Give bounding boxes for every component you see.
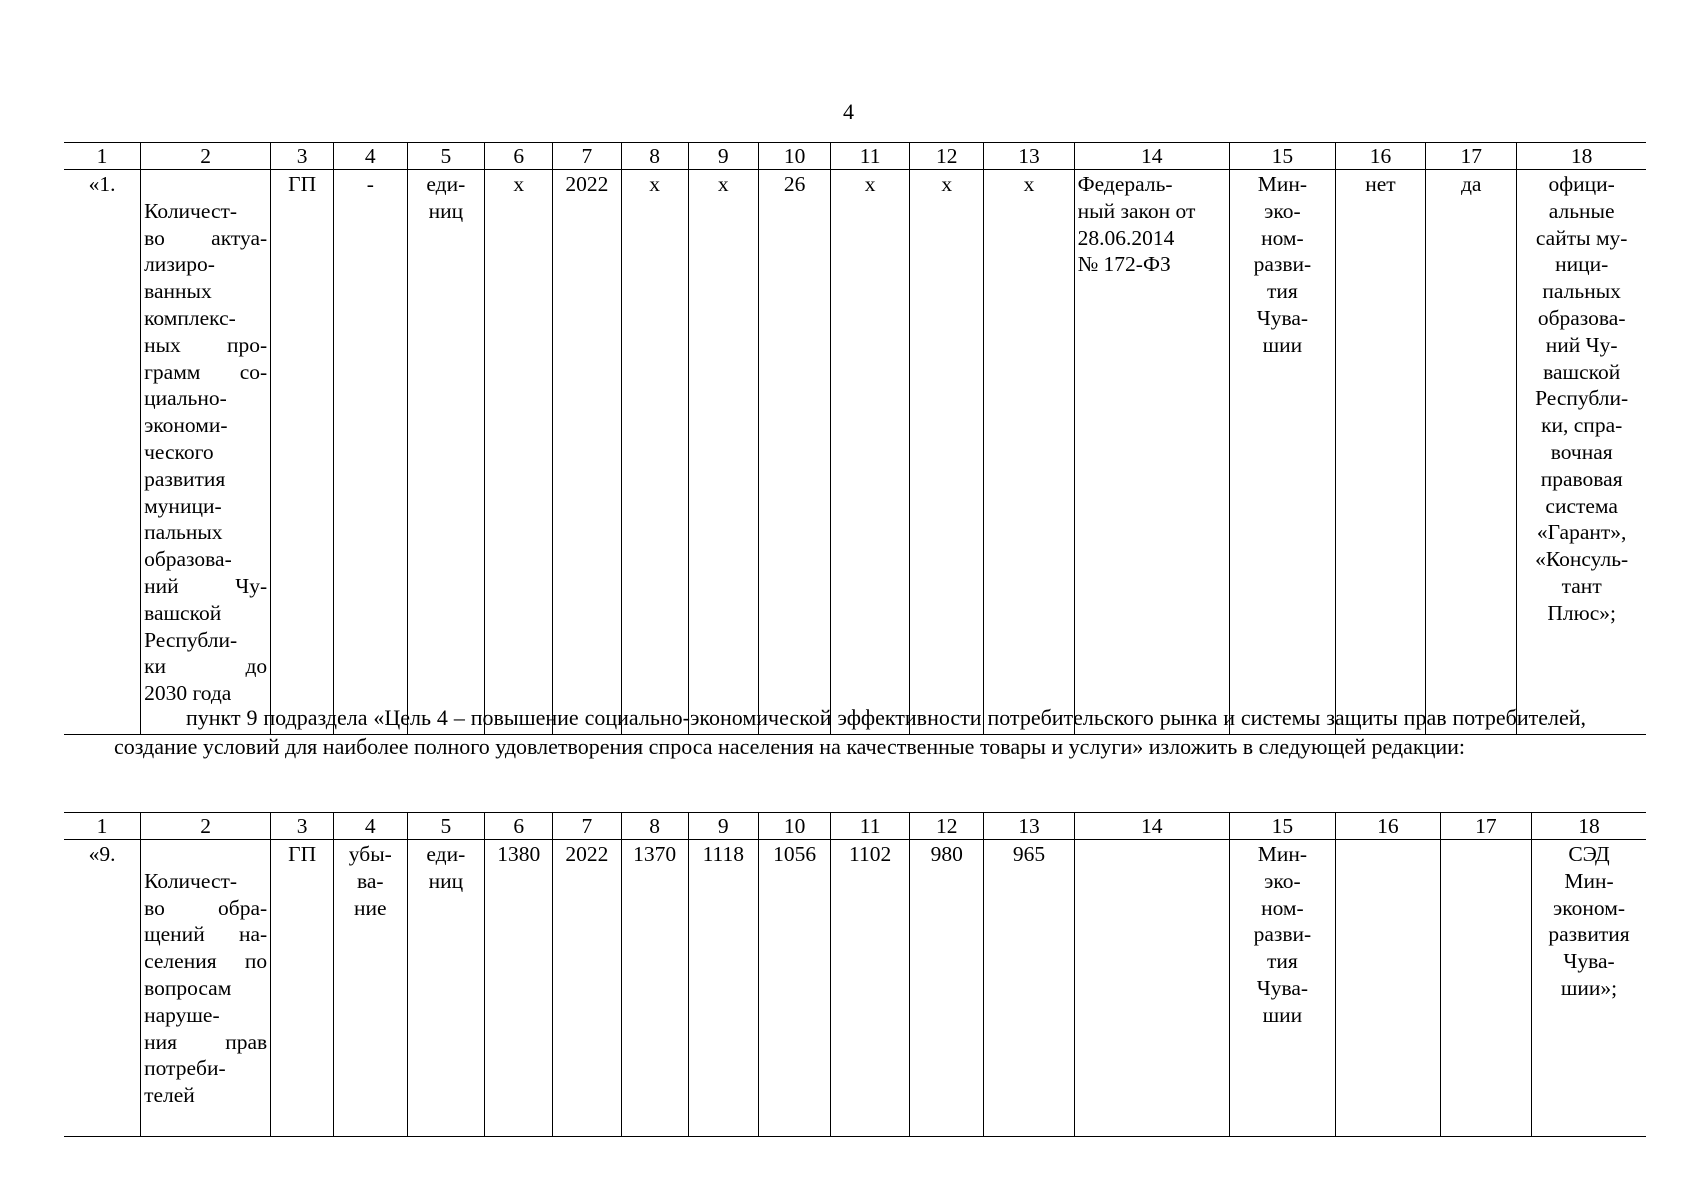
table1-col-header: 1 <box>64 143 141 170</box>
value-cell: 1118 <box>688 840 758 1137</box>
flag-cell: да <box>1426 170 1517 735</box>
table2-col-header: 3 <box>271 813 334 840</box>
indicator-name-line: комплекс- <box>144 305 236 330</box>
indicator-name-line: во обра- <box>144 895 268 920</box>
table2-col-header: 4 <box>334 813 407 840</box>
indicator-name-line: ванных <box>144 279 212 304</box>
table2-col-header: 16 <box>1335 813 1440 840</box>
table-row <box>64 170 1646 735</box>
responsible-body: Мин- эко- ном- разви- тия Чува- шии <box>1229 840 1335 1137</box>
value-cell: 1102 <box>831 840 910 1137</box>
indicator-name-line: экономи- <box>144 413 228 438</box>
legal-basis: Федераль- ный закон от 28.06.2014 № 172-ФЗ <box>1074 170 1229 735</box>
table1-col-header: 6 <box>485 143 553 170</box>
base-year: 2022 <box>553 170 621 735</box>
table2-header-row <box>64 813 1646 840</box>
value-cell: 1056 <box>758 840 830 1137</box>
value-cell: х <box>831 170 910 735</box>
item-number: «1. <box>64 170 141 735</box>
flag-cell: нет <box>1335 170 1425 735</box>
indicator-name-line: вашской <box>144 600 222 625</box>
program-code: ГП <box>271 840 334 1137</box>
indicator-name-line: телей <box>144 1083 195 1108</box>
page-number: 4 <box>843 99 854 124</box>
indicator-name-line: ческого <box>144 439 214 464</box>
table1-col-header: 8 <box>621 143 688 170</box>
table2-col-header: 5 <box>407 813 485 840</box>
indicator-name-line: Количест- <box>144 198 238 223</box>
table2-col-header: 2 <box>141 813 271 840</box>
indicator-name-line: грамм со- <box>144 359 268 384</box>
value-cell: х <box>984 170 1074 735</box>
indicator-name-line: ных про- <box>144 332 268 357</box>
indicator-name-line: пальных <box>144 520 223 545</box>
table2-col-header: 10 <box>758 813 830 840</box>
table2-col-header: 7 <box>553 813 621 840</box>
table2-col-header: 14 <box>1074 813 1229 840</box>
table2-col-header: 18 <box>1532 813 1646 840</box>
indicator-name <box>141 170 271 735</box>
indicator-name-line: ки до <box>144 654 268 679</box>
table-row <box>64 840 1646 1137</box>
base-year: 2022 <box>553 840 621 1137</box>
table1-col-header: 11 <box>831 143 910 170</box>
indicator-name-line: ний Чу- <box>144 573 268 598</box>
indicators-table-2 <box>64 812 1646 1137</box>
indicator-name-line: муници- <box>144 493 222 518</box>
value-cell: 965 <box>984 840 1074 1137</box>
table1-header-row <box>64 143 1646 170</box>
table1-col-header: 5 <box>407 143 485 170</box>
table2-col-header: 8 <box>621 813 688 840</box>
indicator-name-line: потреби- <box>144 1056 226 1081</box>
table2-col-header: 15 <box>1229 813 1335 840</box>
indicator-name-line: во актуа- <box>144 225 268 250</box>
table1-col-header: 12 <box>909 143 983 170</box>
legal-basis <box>1074 840 1229 1137</box>
trend: - <box>334 170 407 735</box>
responsible-body: Мин- эко- ном- разви- тия Чува- шии <box>1229 170 1335 735</box>
table2-col-header: 12 <box>909 813 983 840</box>
table2-col-header: 6 <box>485 813 553 840</box>
unit: еди- ниц <box>407 170 485 735</box>
indicator-name-line: вопросам <box>144 975 232 1000</box>
indicator-name-line: лизиро- <box>144 252 215 277</box>
indicator-name-line: наруше- <box>144 1002 220 1027</box>
value-cell: х <box>909 170 983 735</box>
indicator-name-line: Республи- <box>144 627 238 652</box>
indicator-name-line: селения по <box>144 949 268 974</box>
data-source: СЭД Мин- эконом- развития Чува- шии»; <box>1532 840 1646 1137</box>
indicator-name-line: развития <box>144 466 226 491</box>
table1-col-header: 16 <box>1335 143 1425 170</box>
trend: убы- ва- ние <box>334 840 407 1137</box>
flag-cell <box>1335 840 1440 1137</box>
value-cell: 980 <box>909 840 983 1137</box>
table1-col-header: 14 <box>1074 143 1229 170</box>
table1-col-header: 9 <box>688 143 758 170</box>
item-number: «9. <box>64 840 141 1137</box>
value-cell: х <box>621 170 688 735</box>
table2-col-header: 1 <box>64 813 141 840</box>
indicators-table-1 <box>64 142 1646 735</box>
table1-col-header: 10 <box>758 143 830 170</box>
value-cell: х <box>485 170 553 735</box>
table2-col-header: 13 <box>984 813 1074 840</box>
unit: еди- ниц <box>407 840 485 1137</box>
table1-col-header: 4 <box>334 143 407 170</box>
value-cell: 1370 <box>621 840 688 1137</box>
flag-cell <box>1440 840 1531 1137</box>
table2-col-header: 17 <box>1440 813 1531 840</box>
indicator-name-line: Количест- <box>144 868 238 893</box>
value-cell: х <box>688 170 758 735</box>
value-cell: 26 <box>758 170 830 735</box>
table1-col-header: 13 <box>984 143 1074 170</box>
table2-col-header: 11 <box>831 813 910 840</box>
table1-col-header: 17 <box>1426 143 1517 170</box>
indicator-name-lines <box>144 198 267 707</box>
body-paragraph: пункт 9 подраздела «Цель 4 – повышение социально-экономической эффективности потребительского рынка и системы защиты прав потребителей, создание условий для наиболее полного удовлетворения спроса населения на качественные товары и услуги» изложить в следующей редакции: <box>114 705 1586 759</box>
value-cell: 1380 <box>485 840 553 1137</box>
table1-col-header: 7 <box>553 143 621 170</box>
indicator-name <box>141 840 271 1137</box>
table1-col-header: 2 <box>141 143 271 170</box>
data-source: офици- альные сайты му- ници- пальных образова- ний Чу- вашской Республи- ки, спра- вочная правовая система «Гарант», «Консуль- тант Плюс»; <box>1517 170 1646 735</box>
indicator-name-line: циально- <box>144 386 227 411</box>
indicator-name-line: щений на- <box>144 922 268 947</box>
table2-col-header: 9 <box>688 813 758 840</box>
indicator-name-line: 2030 года <box>144 681 232 706</box>
table1-col-header: 15 <box>1229 143 1335 170</box>
program-code: ГП <box>271 170 334 735</box>
indicator-name-lines <box>144 868 267 1109</box>
indicator-name-line: образова- <box>144 547 232 572</box>
table1-col-header: 18 <box>1517 143 1646 170</box>
table1-col-header: 3 <box>271 143 334 170</box>
indicator-name-line: ния прав <box>144 1029 268 1054</box>
